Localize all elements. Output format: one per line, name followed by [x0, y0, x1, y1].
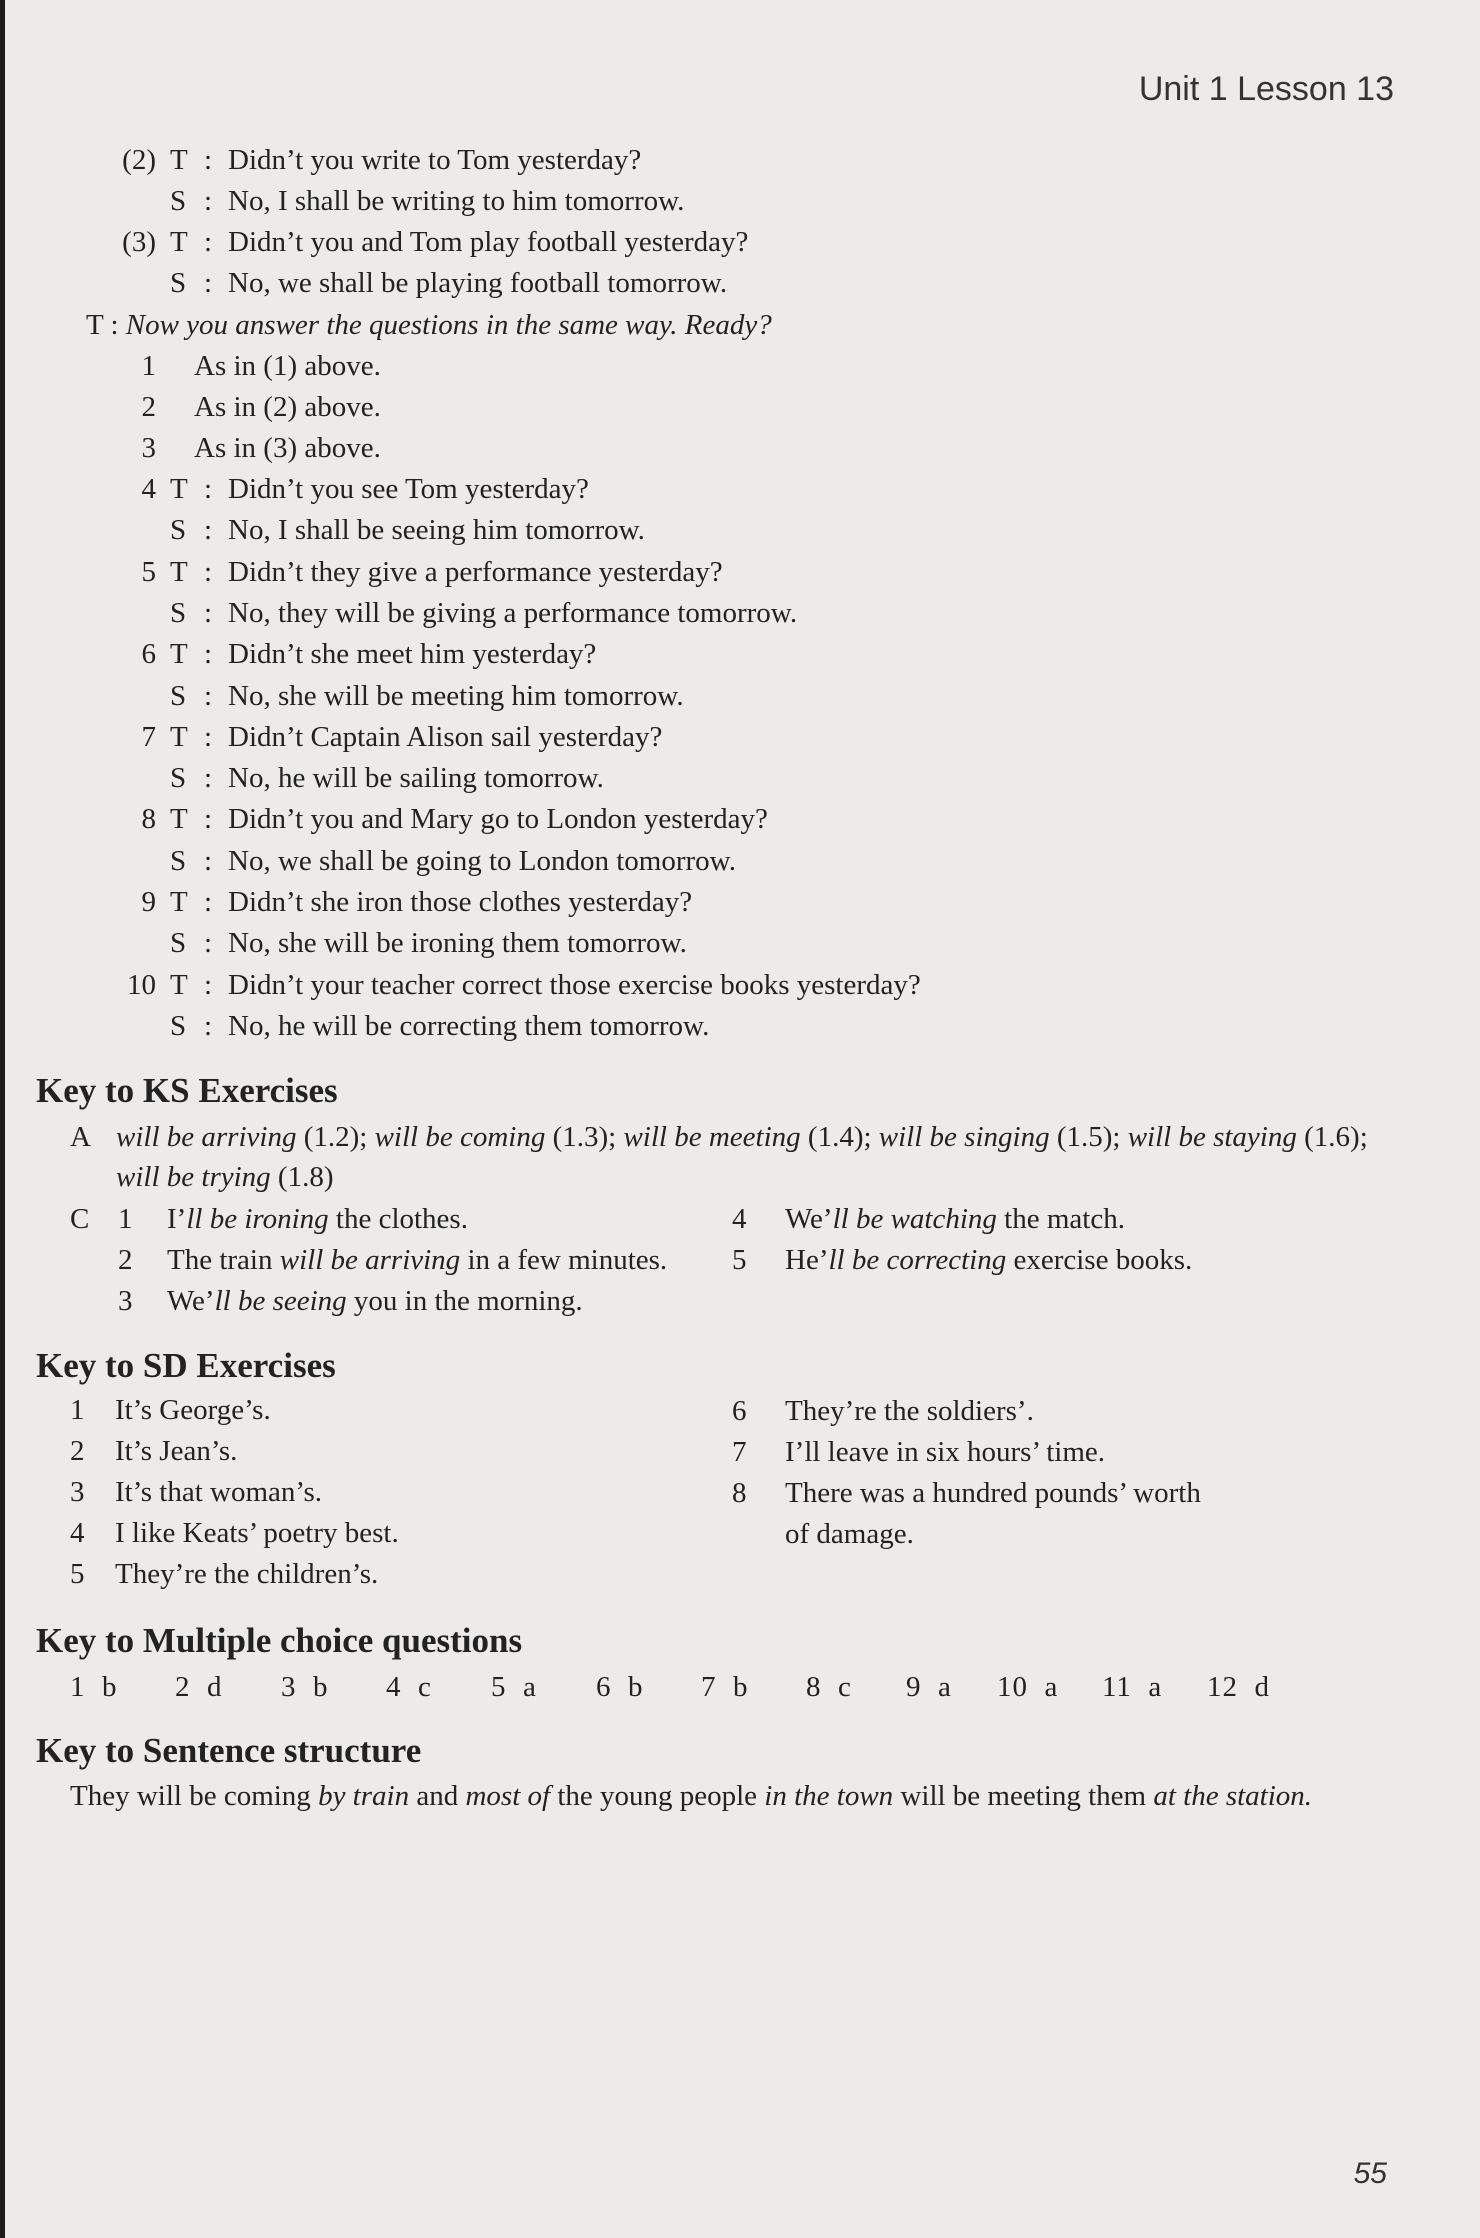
ks-c-item [118, 1240, 667, 1280]
sd-answer: There was a hundred pounds’ worth [785, 1477, 1201, 1509]
colon: : [204, 185, 213, 217]
speaker: S [170, 927, 187, 959]
speaker: S [170, 267, 187, 299]
mc-answer: 8 c [806, 1671, 852, 1703]
ks-a-answer: will be coming [374, 1121, 546, 1153]
speaker: T [170, 638, 188, 670]
dialogue-line [100, 841, 1100, 881]
ks-c-pre: We’ [785, 1203, 833, 1235]
speaker: T [170, 226, 188, 258]
ks-a-answer: will be staying [1127, 1121, 1297, 1153]
colon: : [204, 927, 213, 959]
dialogue-line [100, 552, 1100, 592]
as-in-text: As in (1) above. [194, 350, 381, 382]
ks-c-pre: We’ [167, 1285, 215, 1317]
sd-item [732, 1473, 1201, 1513]
item-number: 3 [141, 432, 156, 464]
sd-answer: I’ll leave in six hours’ time. [785, 1436, 1105, 1468]
speaker: T [170, 556, 188, 588]
mc-answer: 11 a [1102, 1671, 1163, 1703]
item-label: (3) [122, 226, 156, 258]
colon: : [204, 845, 213, 877]
speaker: S [170, 845, 187, 877]
item-label: (2) [122, 144, 156, 176]
dialogue-line [100, 799, 1100, 839]
ks-c-item [118, 1281, 583, 1321]
book-spine-edge [0, 0, 5, 2238]
sd-item [732, 1391, 1034, 1431]
speaker: S [170, 762, 187, 794]
item-number: 3 [118, 1285, 133, 1317]
ks-c-item [118, 1199, 468, 1239]
dialogue-line [100, 634, 1100, 674]
mc-answer: 1 b [70, 1671, 118, 1703]
instruction-speaker: T : [86, 309, 119, 341]
sd-answer: It’s Jean’s. [115, 1435, 238, 1467]
dialogue-text: Didn’t they give a performance yesterday? [228, 556, 723, 588]
sd-item [70, 1390, 271, 1430]
ks-c-pre: He’ [785, 1244, 829, 1276]
ks-c-post: the match. [996, 1203, 1125, 1235]
speaker: T [170, 721, 188, 753]
mc-answer: 10 a [997, 1671, 1059, 1703]
ss-text: will be meeting them [893, 1780, 1154, 1812]
sd-answer: They’re the soldiers’. [785, 1395, 1034, 1427]
ks-a-answer: will be trying [116, 1161, 271, 1193]
ks-c-answer: ll be ironing [186, 1203, 329, 1235]
item-label: 7 [141, 721, 156, 753]
ks-a-answer: will be arriving [116, 1121, 297, 1153]
section-title-ks: Key to KS Exercises [36, 1071, 338, 1110]
ks-a-ref: (1.5); [1049, 1121, 1128, 1153]
mc-answer: 5 a [491, 1671, 537, 1703]
colon: : [204, 680, 213, 712]
sd-item [70, 1513, 399, 1553]
dialogue-text: No, she will be ironing them tomorrow. [228, 927, 687, 959]
mc-answers-row [0, 1667, 1480, 1707]
sd-answer: It’s that woman’s. [115, 1476, 323, 1508]
colon: : [204, 473, 213, 505]
item-number: 1 [70, 1394, 85, 1426]
ks-c-item [732, 1240, 1192, 1280]
dialogue-text: Didn’t you and Mary go to London yesterday? [228, 803, 768, 835]
mc-answer: 4 c [386, 1671, 432, 1703]
item-number: 5 [70, 1558, 85, 1590]
dialogue-line [100, 965, 1100, 1005]
item-number: 2 [70, 1435, 85, 1467]
as-in-text: As in (2) above. [194, 391, 381, 423]
item-number: 6 [732, 1395, 747, 1427]
ks-a-line-cont [116, 1157, 334, 1197]
ks-a-answer: will be meeting [623, 1121, 801, 1153]
dialogue-text: Didn’t Captain Alison sail yesterday? [228, 721, 663, 753]
item-number: 2 [118, 1244, 133, 1276]
ks-a-label: A [70, 1121, 91, 1153]
item-number: 3 [70, 1476, 85, 1508]
ks-c-answer: ll be seeing [214, 1285, 347, 1317]
dialogue-text: Didn’t you write to Tom yesterday? [228, 144, 642, 176]
dialogue-line [100, 758, 1100, 798]
ks-c-pre: I’ [167, 1203, 187, 1235]
ks-a-answer: will be singing [878, 1121, 1050, 1153]
colon: : [204, 597, 213, 629]
sd-answer: I like Keats’ poetry best. [115, 1517, 399, 1549]
dialogue-line [100, 593, 1100, 633]
ss-emphasis: most of [465, 1780, 551, 1812]
speaker: S [170, 680, 187, 712]
dialogue-line [100, 882, 1100, 922]
ks-a-ref: (1.2); [296, 1121, 375, 1153]
page-number: 55 [1353, 2157, 1387, 2190]
instruction-line [86, 305, 772, 345]
colon: : [204, 514, 213, 546]
ss-sentence [70, 1776, 1312, 1816]
section-title-mc: Key to Multiple choice questions [36, 1621, 523, 1660]
sd-item-cont: of damage. [785, 1518, 914, 1550]
dialogue-text: No, he will be sailing tomorrow. [228, 762, 604, 794]
sd-answer: It’s George’s. [115, 1394, 271, 1426]
dialogue-line [100, 222, 1100, 262]
ks-c-answer: will be arriving [279, 1244, 461, 1276]
ks-a-ref: (1.8) [270, 1161, 334, 1193]
item-number: 1 [141, 350, 156, 382]
speaker: S [170, 1010, 187, 1042]
dialogue-text: No, he will be correcting them tomorrow. [228, 1010, 710, 1042]
speaker: T [170, 969, 188, 1001]
ks-c-post: in a few minutes. [460, 1244, 668, 1276]
dialogue-line [100, 676, 1100, 716]
mc-answer: 12 d [1207, 1671, 1270, 1703]
speaker: T [170, 144, 188, 176]
as-in-line [100, 346, 700, 386]
ss-emphasis: at the station. [1153, 1780, 1313, 1812]
item-number: 2 [141, 391, 156, 423]
item-number: 7 [732, 1436, 747, 1468]
speaker: T [170, 886, 188, 918]
colon: : [204, 969, 213, 1001]
item-number: 1 [118, 1203, 133, 1235]
mc-answer: 9 a [906, 1671, 952, 1703]
ks-c-pre: The train [167, 1244, 280, 1276]
sd-answer: They’re the children’s. [115, 1558, 379, 1590]
sd-item [70, 1554, 378, 1594]
sd-item [70, 1472, 322, 1512]
as-in-line [100, 387, 700, 427]
speaker: T [170, 803, 188, 835]
dialogue-text: Didn’t she iron those clothes yesterday? [228, 886, 693, 918]
item-number: 4 [732, 1203, 747, 1235]
ss-emphasis: in the town [764, 1780, 894, 1812]
dialogue-text: Didn’t you see Tom yesterday? [228, 473, 589, 505]
ks-c-post: the clothes. [328, 1203, 468, 1235]
instruction-text: Now you answer the questions in the same way. Ready? [125, 309, 772, 341]
dialogue-text: No, she will be meeting him tomorrow. [228, 680, 684, 712]
item-label: 5 [141, 556, 156, 588]
dialogue-text: No, I shall be writing to him tomorrow. [228, 185, 685, 217]
dialogue-text: No, I shall be seeing him tomorrow. [228, 514, 645, 546]
ks-a-line [70, 1117, 1368, 1157]
as-in-text: As in (3) above. [194, 432, 381, 464]
colon: : [204, 803, 213, 835]
speaker: T [170, 473, 188, 505]
dialogue-line [100, 923, 1100, 963]
colon: : [204, 556, 213, 588]
dialogue-line [100, 140, 1100, 180]
colon: : [204, 762, 213, 794]
dialogue-line [100, 469, 1100, 509]
ks-c-answer: ll be watching [832, 1203, 997, 1235]
dialogue-text: Didn’t your teacher correct those exercise books yesterday? [228, 969, 921, 1001]
ks-c-post: you in the morning. [346, 1285, 583, 1317]
ks-c-item [732, 1199, 1125, 1239]
dialogue-text: Didn’t she meet him yesterday? [228, 638, 597, 670]
speaker: S [170, 185, 187, 217]
dialogue-line [100, 263, 1100, 303]
ks-a-ref: (1.4); [800, 1121, 879, 1153]
as-in-line [100, 428, 700, 468]
ss-text: and [409, 1780, 466, 1812]
dialogue-line [100, 717, 1100, 757]
ks-a-ref: (1.3); [545, 1121, 624, 1153]
section-title-sd: Key to SD Exercises [36, 1346, 336, 1385]
dialogue-text: No, we shall be going to London tomorrow. [228, 845, 736, 877]
dialogue-line [100, 510, 1100, 550]
item-label: 10 [127, 969, 156, 1001]
ss-emphasis: by train [318, 1780, 410, 1812]
colon: : [204, 886, 213, 918]
sd-item [70, 1431, 237, 1471]
dialogue-line [100, 1006, 1100, 1046]
running-head: Unit 1 Lesson 13 [1138, 70, 1394, 108]
item-number: 4 [70, 1517, 85, 1549]
speaker: S [170, 597, 187, 629]
item-number: 8 [732, 1477, 747, 1509]
mc-answer: 7 b [701, 1671, 749, 1703]
item-label: 8 [141, 803, 156, 835]
speaker: S [170, 514, 187, 546]
mc-answer: 6 b [596, 1671, 644, 1703]
dialogue-text: No, they will be giving a performance tomorrow. [228, 597, 798, 629]
ss-text: the young people [550, 1780, 765, 1812]
dialogue-text: Didn’t you and Tom play football yesterday? [228, 226, 749, 258]
item-label: 4 [141, 473, 156, 505]
colon: : [204, 1010, 213, 1042]
item-label: 6 [141, 638, 156, 670]
colon: : [204, 226, 213, 258]
colon: : [204, 144, 213, 176]
item-label: 9 [141, 886, 156, 918]
colon: : [204, 638, 213, 670]
sd-item [732, 1432, 1105, 1472]
dialogue-text: No, we shall be playing football tomorrow. [228, 267, 728, 299]
colon: : [204, 267, 213, 299]
section-title-ss: Key to Sentence structure [36, 1731, 422, 1770]
ss-text: They will be coming [70, 1780, 319, 1812]
ks-c-post: exercise books. [1006, 1244, 1193, 1276]
ks-a-ref: (1.6); [1296, 1121, 1368, 1153]
mc-answer: 3 b [281, 1671, 329, 1703]
colon: : [204, 721, 213, 753]
ks-c-answer: ll be correcting [828, 1244, 1007, 1276]
item-number: 5 [732, 1244, 747, 1276]
dialogue-line [100, 181, 1100, 221]
mc-answer: 2 d [175, 1671, 223, 1703]
ks-c-label: C [70, 1203, 90, 1235]
